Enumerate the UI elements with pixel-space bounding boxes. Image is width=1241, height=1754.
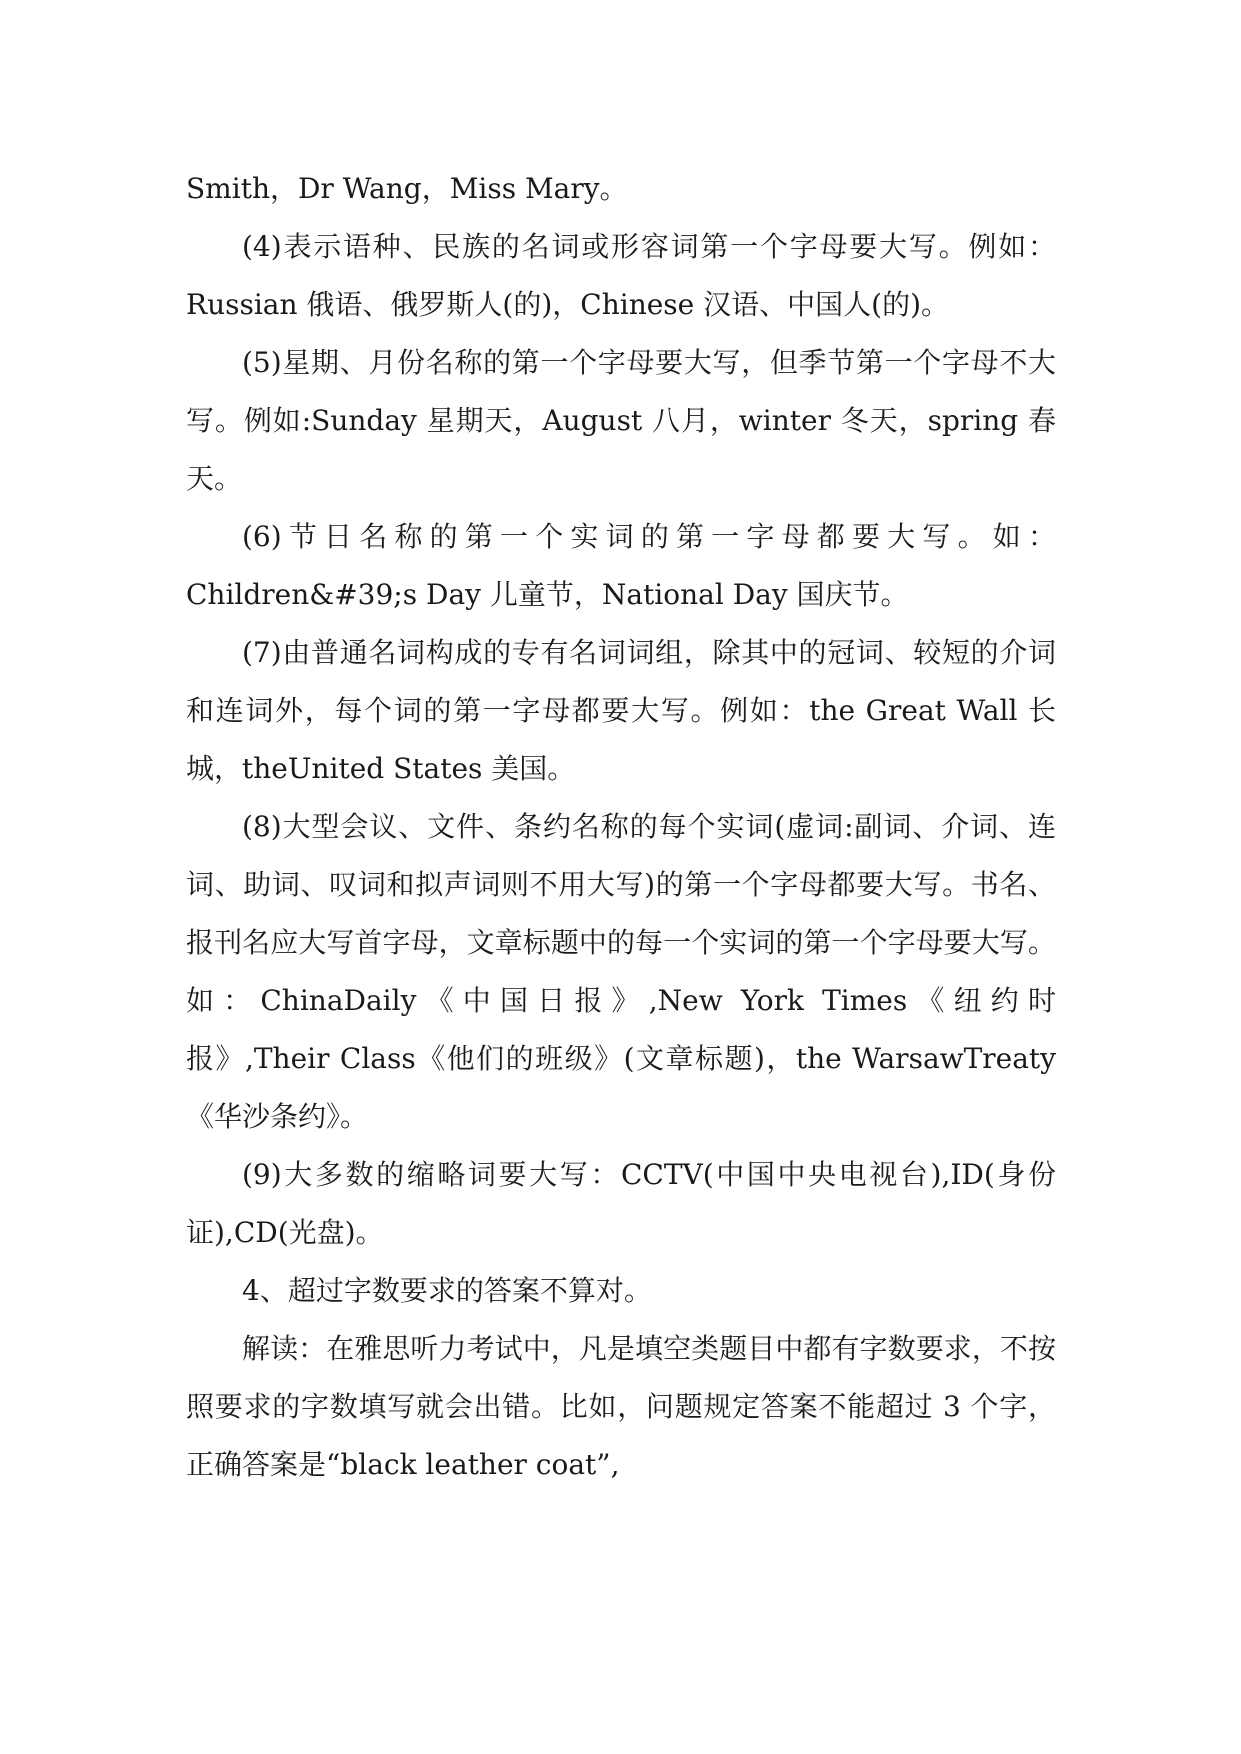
paragraph-rule-4: (4)表示语种、民族的名词或形容词第一个字母要大写。例如：Russian 俄语、俄罗斯人(的)，Chinese 汉语、中国人(的)。 [186, 230, 1056, 321]
paragraph-continuation: Smith，Dr Wang，Miss Mary。 [186, 172, 628, 205]
paragraph-explanation: 解读：在雅思听力考试中，凡是填空类题目中都有字数要求，不按照要求的字数填写就会出错。比如，问题规定答案不能超过 3 个字，正确答案是“black leather coat”, [186, 1332, 1056, 1481]
paragraph-rule-9: (9)大多数的缩略词要大写：CCTV(中国中央电视台),ID(身份证),CD(光盘)。 [186, 1158, 1056, 1249]
paragraph-rule-8: (8)大型会议、文件、条约名称的每个实词(虚词:副词、介词、连词、助词、叹词和拟声词则不用大写)的第一个字母都要大写。书名、报刊名应大写首字母，文章标题中的每一个实词的第一个字母要大写。如：ChinaDaily《中国日报》,New York Times《纽约时报》,Their Class《他们的班级》(文章标题)，the WarsawTreaty《华沙条约》。 [186, 810, 1056, 1133]
paragraph-rule-6: (6)节日名称的第一个实词的第一字母都要大写。如：Children&#39;s Day 儿童节，National Day 国庆节。 [186, 520, 1056, 611]
paragraph-rule-5: (5)星期、月份名称的第一个字母要大写，但季节第一个字母不大写。例如:Sunday 星期天，August 八月，winter 冬天，spring 春天。 [186, 346, 1056, 495]
paragraph-point-4: 4、超过字数要求的答案不算对。 [242, 1274, 652, 1307]
document-body [186, 160, 1056, 1494]
paragraph-rule-7: (7)由普通名词构成的专有名词词组，除其中的冠词、较短的介词和连词外，每个词的第一字母都要大写。例如：the Great Wall 长城，theUnited States 美国。 [186, 636, 1056, 785]
